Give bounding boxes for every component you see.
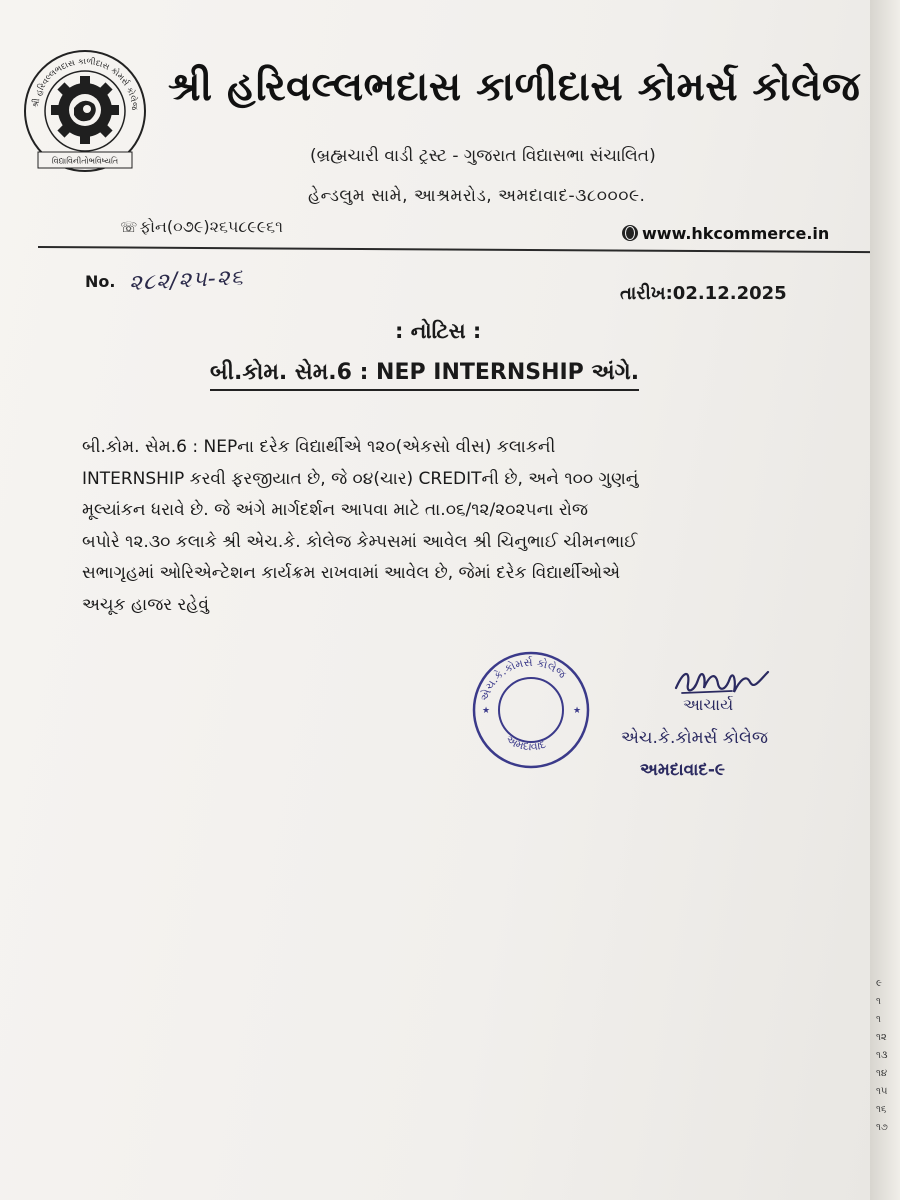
reference-value: ૨૮૨/૨૫-૨૬	[128, 265, 245, 296]
college-stamp	[470, 649, 592, 771]
website-link[interactable]: www.hkcommerce.in	[642, 224, 830, 243]
notice-body	[82, 432, 798, 621]
underlying-page-numbers	[876, 975, 900, 1137]
stamp-star-icon: ★	[482, 706, 491, 716]
body-line: સભાગૃહમાં ઓરિએન્ટેશન કાર્યક્રમ રાખવામાં આવેલ છે, જેમાં દરેક વિદ્યાર્થીઓએ	[82, 563, 621, 583]
notice-subject: બી.કોમ. સેમ.6 : NEP INTERNSHIP અંગે.	[210, 360, 639, 391]
edge-number: ૧૪	[876, 1068, 888, 1079]
body-line: મૂલ્યાંકન ધરાવે છે. જે અંગે માર્ગદર્શન આપવા માટે તા.૦૬/૧૨/૨૦૨૫ના રોજ	[82, 500, 588, 520]
signatory-college: એચ.કે.કોમર્સ કોલેજ	[621, 728, 768, 748]
body-line: બપોરે ૧૨.૩૦ કલાકે શ્રી એચ.કે. કોલેજ કેમ્પસમાં આવેલ શ્રી ચિનુભાઈ ચીમનભાઈ	[82, 531, 638, 552]
edge-number: ૧૬	[876, 1104, 887, 1115]
reference-label: No.	[85, 272, 116, 291]
edge-number: ૧૭	[876, 1122, 888, 1133]
globe-icon	[622, 225, 638, 241]
stamp-star-icon: ★	[573, 706, 582, 716]
college-name: શ્રી હરિવલ્લભદાસ કાળીદાસ કોમર્સ કોલેજ	[168, 64, 861, 110]
body-line: અચૂક હાજર રહેવું	[82, 594, 209, 615]
phone-icon: ☏	[120, 220, 138, 236]
notice-date: તારીખ:02.12.2025	[620, 283, 787, 304]
phone-number: ફોન(૦૭૯)૨૬૫૮૯૯૬૧	[139, 217, 283, 236]
college-address: હેન્ડલુમ સામે, આશ્રમરોડ, અમદાવાદ-૩૮૦૦૦૯.	[308, 186, 646, 206]
signatory-title: આચાર્ય	[683, 695, 734, 714]
svg-text:અમદાવાદ	[503, 733, 547, 754]
stamp-bottom-text: અમદાવાદ	[503, 732, 548, 754]
notice-heading: : નોટિસ :	[395, 319, 482, 343]
reference-number	[85, 265, 245, 296]
signatory-city: અમદાવાદ-૯	[640, 760, 725, 780]
trust-line: (બ્રહ્મચારી વાડી ટ્રસ્ટ - ગુજરાત વિદ્યાસભા સંચાલિત)	[310, 146, 656, 166]
edge-number: ૧૨	[876, 1032, 887, 1043]
edge-number: ૧૫	[876, 1086, 888, 1097]
phone-row	[120, 217, 283, 237]
edge-number: ૧	[876, 1014, 881, 1025]
logo-motto: વિદ્યાવિનીતોભવિષ્યતિ	[51, 156, 119, 166]
edge-number: ૧૩	[876, 1050, 888, 1061]
website-row	[622, 224, 829, 243]
college-logo	[22, 48, 148, 174]
stamp-top-text: એચ.કે.કોમર્સ કોલેજ	[477, 655, 569, 703]
edge-number: ૧	[876, 996, 881, 1007]
edge-number: ૯	[876, 978, 882, 989]
body-line: INTERNSHIP કરવી ફરજીયાત છે, જે ૦૪(ચાર) CREDITની છે, અને ૧૦૦ ગુણનું	[82, 468, 639, 489]
logo-ring-text: શ્રી હરિવલ્લભદાસ કાળીદાસ કોમર્સ કોલેજ	[30, 56, 140, 111]
header-divider	[38, 246, 898, 253]
body-line: બી.કોમ. સેમ.6 : NEPના દરેક વિદ્યાર્થીએ ૧૨૦(એકસો વીસ) કલાકની	[82, 437, 556, 457]
